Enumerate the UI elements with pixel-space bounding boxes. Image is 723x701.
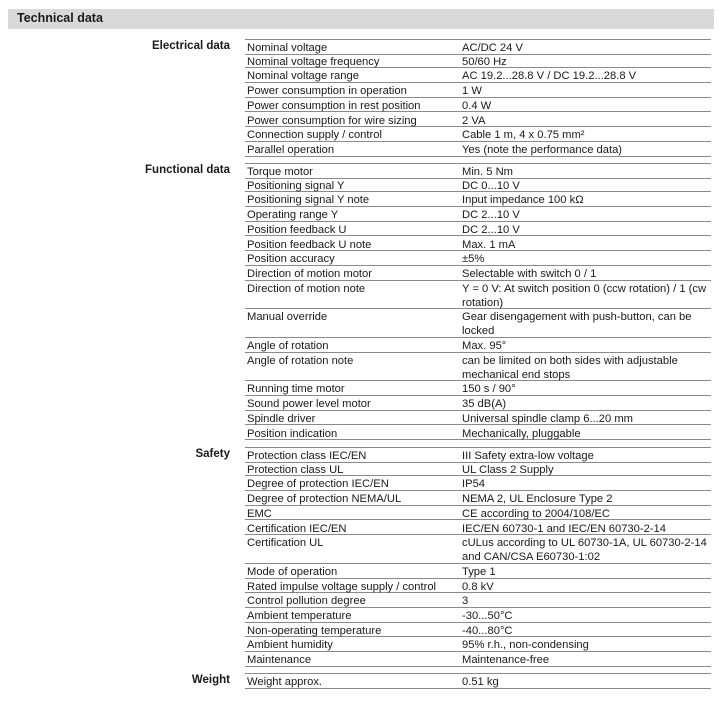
spec-name: Protection class IEC/EN (247, 450, 367, 462)
spec-name: Rated impulse voltage supply / control (247, 580, 437, 593)
spec-name: Positioning signal Y (247, 179, 345, 192)
spec-name: Non-operating temperature (247, 624, 382, 637)
spec-row (245, 127, 711, 142)
spec-name: Protection class UL (247, 463, 344, 476)
spec-row (245, 652, 711, 667)
spec-name: Spindle driver (247, 412, 316, 425)
spec-name: Nominal voltage frequency (247, 55, 380, 68)
spec-value: Selectable with switch 0 / 1 (462, 267, 597, 280)
spec-name: Weight approx. (247, 676, 323, 688)
spec-name: Power consumption for wire sizing (247, 114, 417, 127)
spec-value: 2 VA (462, 114, 486, 127)
spec-value: Max. 95° (462, 340, 507, 352)
spec-value: 50/60 Hz (462, 55, 507, 68)
spec-name: Certification UL (247, 537, 324, 550)
spec-row (245, 637, 711, 652)
spec-row (245, 673, 711, 689)
spec-name: Maintenance (247, 654, 312, 667)
spec-row (245, 266, 711, 281)
spec-name: EMC (247, 507, 272, 520)
spec-value: Type 1 (462, 565, 496, 578)
spec-name: Angle of rotation (247, 340, 329, 352)
spec-row (245, 163, 711, 179)
spec-value: NEMA 2, UL Enclosure Type 2 (462, 493, 613, 506)
spec-row (245, 142, 711, 157)
spec-name: Degree of protection NEMA/UL (247, 493, 402, 506)
spec-value: Y = 0 V: At switch position 0 (ccw rotation) / 1 (cw rotation) (462, 282, 707, 309)
spec-name: Ambient temperature (247, 610, 352, 622)
spec-value: Input impedance 100 kΩ (462, 194, 584, 207)
spec-value: 1 W (462, 85, 482, 98)
spec-name: Position accuracy (247, 253, 335, 266)
spec-name: Parallel operation (247, 143, 335, 156)
spec-name: Sound power level motor (247, 398, 371, 411)
spec-row (245, 353, 711, 382)
spec-name: Direction of motion motor (247, 267, 372, 280)
spec-row (245, 396, 711, 411)
spec-row (245, 381, 711, 396)
spec-name: Direction of motion note (247, 282, 366, 295)
spec-row (245, 192, 711, 207)
spec-row (245, 579, 711, 594)
spec-name: Nominal voltage (247, 42, 328, 54)
spec-row (245, 281, 711, 310)
section-label: Safety (195, 448, 230, 460)
spec-value: AC/DC 24 V (462, 42, 523, 54)
spec-value: DC 0...10 V (462, 179, 520, 192)
spec-name: Angle of rotation note (247, 354, 354, 367)
spec-row (245, 222, 711, 237)
spec-value: Max. 1 mA (462, 238, 516, 251)
section-label: Weight (191, 674, 230, 686)
spec-name: Nominal voltage range (247, 70, 359, 83)
page-title: Technical data (17, 11, 103, 25)
spec-name: Certification IEC/EN (247, 522, 347, 535)
spec-value: UL Class 2 Supply (462, 463, 554, 476)
spec-value: IP54 (462, 478, 486, 491)
spec-name: Connection supply / control (247, 129, 382, 142)
spec-row (245, 338, 711, 353)
spec-name: Torque motor (247, 166, 313, 178)
spec-row (245, 54, 711, 69)
spec-value: -40...80°C (462, 624, 513, 637)
spec-value: 35 dB(A) (462, 398, 507, 411)
spec-value: Maintenance-free (462, 654, 550, 667)
spec-value: can be limited on both sides with adjustable mechanical end stops (462, 354, 678, 381)
spec-row (245, 564, 711, 579)
section-label: Functional data (145, 164, 230, 176)
spec-name: Mode of operation (247, 565, 338, 578)
spec-row (245, 309, 711, 338)
spec-name: Running time motor (247, 383, 345, 396)
spec-value: DC 2...10 V (462, 209, 520, 222)
spec-value: AC 19.2...28.8 V / DC 19.2...28.8 V (462, 70, 637, 83)
spec-row (245, 535, 711, 564)
spec-name: Operating range Y (247, 209, 339, 222)
spec-row (245, 593, 711, 608)
spec-row (245, 237, 711, 252)
spec-name: Position indication (247, 427, 338, 440)
spec-row (245, 476, 711, 491)
spec-name: Manual override (247, 311, 328, 324)
spec-value: ±5% (462, 253, 485, 266)
spec-value: III Safety extra-low voltage (462, 450, 594, 462)
spec-name: Ambient humidity (247, 639, 333, 652)
spec-row (245, 491, 711, 506)
spec-row (245, 83, 711, 98)
spec-value: Universal spindle clamp 6...20 mm (462, 412, 633, 425)
spec-row (245, 207, 711, 222)
spec-row (245, 68, 711, 83)
spec-value: DC 2...10 V (462, 223, 520, 236)
spec-value: 3 (462, 595, 469, 608)
spec-value: 0.8 kV (462, 580, 494, 593)
spec-value: Yes (note the performance data) (462, 143, 623, 156)
spec-row (245, 98, 711, 113)
spec-row (245, 113, 711, 128)
spec-value: 150 s / 90° (462, 383, 516, 396)
spec-row (245, 462, 711, 477)
spec-row (245, 608, 711, 623)
section-label: Electrical data (152, 40, 230, 52)
spec-row (245, 251, 711, 266)
section-header-bar (8, 9, 714, 29)
spec-value: Gear disengagement with push-button, can be locked (462, 311, 692, 338)
spec-value: IEC/EN 60730-1 and IEC/EN 60730-2-14 (462, 522, 666, 535)
spec-name: Position feedback U (247, 223, 347, 236)
spec-value: 0.51 kg (462, 676, 499, 688)
spec-name: Positioning signal Y note (247, 194, 370, 207)
spec-value: Mechanically, pluggable (462, 427, 581, 440)
spec-row (245, 447, 711, 463)
spec-value: Cable 1 m, 4 x 0.75 mm² (462, 129, 585, 142)
spec-value: CE according to 2004/108/EC (462, 507, 611, 520)
spec-row (245, 426, 711, 441)
spec-row (245, 521, 711, 536)
spec-name: Position feedback U note (247, 238, 372, 251)
spec-value: cULus according to UL 60730-1A, UL 60730-2-14 and CAN/CSA E60730-1:02 (462, 537, 707, 564)
spec-name: Control pollution degree (247, 595, 366, 608)
spec-row (245, 178, 711, 193)
spec-row (245, 506, 711, 521)
spec-value: 0.4 W (462, 99, 492, 112)
spec-row (245, 623, 711, 638)
spec-row (245, 39, 711, 55)
spec-name: Power consumption in operation (247, 85, 407, 98)
spec-value: 95% r.h., non-condensing (462, 639, 589, 652)
spec-value: Min. 5 Nm (462, 166, 513, 178)
spec-name: Degree of protection IEC/EN (247, 478, 389, 491)
spec-value: -30...50°C (462, 610, 513, 622)
spec-name: Power consumption in rest position (247, 99, 421, 112)
spec-row (245, 411, 711, 426)
